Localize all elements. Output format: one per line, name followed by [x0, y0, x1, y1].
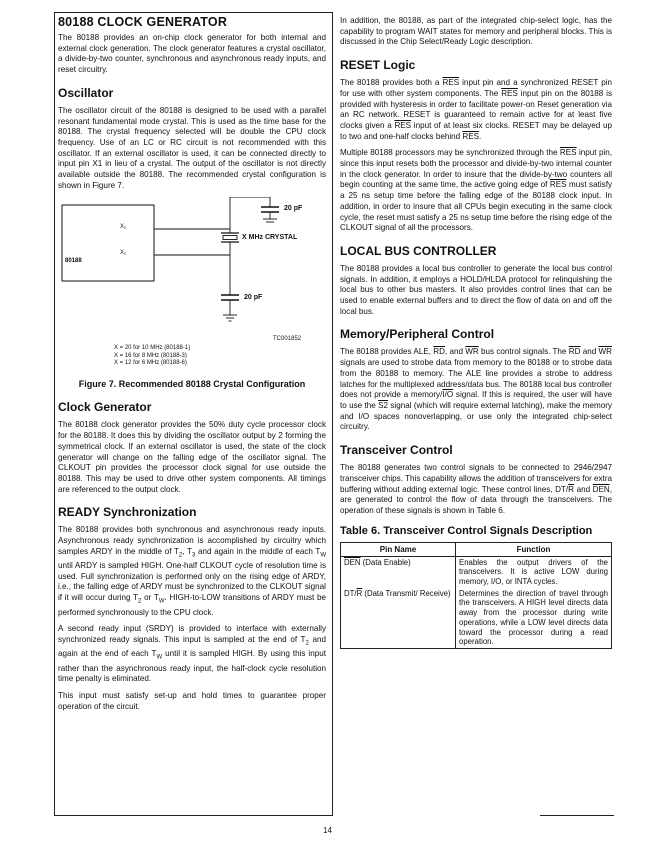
clock-generator-heading: Clock Generator	[58, 400, 152, 415]
oscillator-paragraph: The oscillator circuit of the 80188 is designed to be used with a parallel resonant fundamental mode crystal. This is used as the time base for the 80188. The crystal frequency selected will be double the CPU clock frequency. Use of an LC or RC circuit is not recommended with this oscillator. If an external oscillator is used, it can be connected directly to input pin X1 in lieu of a crystal. The output of the oscillator is not directly available outside the 80188. The recommended crystal configuration is shown in Figure 7.	[58, 105, 326, 190]
frequency-note-3: X = 12 for 6 MHz (80188-6)	[114, 360, 187, 367]
oscillator-heading: Oscillator	[58, 85, 114, 100]
table-row	[341, 556, 612, 588]
wait-states-paragraph: In addition, the 80188, as part of the integrated chip-select logic, has the capability to program WAIT states for memory and peripheral blocks. This is discussed in the Chip Select/Ready Logic description.	[340, 16, 612, 47]
table-title: Table 6. Transceiver Control Signals Description	[340, 524, 593, 537]
bottom-capacitor-label: 20 pF	[244, 294, 263, 302]
transceiver-signals-table	[340, 542, 612, 649]
den-function-cell: Enables the output drivers of the transceivers. It is active LOW during memory, I/O, or INTA cycles.	[456, 556, 612, 588]
local-bus-heading: LOCAL BUS CONTROLLER	[340, 243, 497, 258]
figure-code: TC001852	[273, 336, 302, 343]
pin-name-header: Pin Name	[341, 542, 456, 556]
crystal-label: X MHz CRYSTAL	[242, 234, 298, 242]
table-header-row	[341, 542, 612, 556]
crystal-circuit-diagram	[58, 197, 326, 373]
frequency-notes	[114, 345, 190, 368]
frame-rule-bottom	[54, 815, 333, 816]
top-capacitor-label: 20 pF	[284, 205, 303, 213]
function-header: Function	[456, 542, 612, 556]
ready-sync-paragraph-3: This input must satisfy set-up and hold times to guarantee proper operation of the circuit.	[58, 690, 326, 711]
page-number: 14	[323, 826, 332, 835]
crystal-configuration-figure	[58, 197, 326, 373]
ready-sync-heading: READY Synchronization	[58, 505, 197, 520]
right-column	[340, 12, 612, 649]
clock-generator-paragraph: The 80188 clock generator provides the 50% duty cycle processor clock for the 80188. It does this by dividing the oscillator output by 2 forming the symmetrical clock. If an external oscillator is used, the state of the clock generator will change on the falling edge of the oscillator signal. The CLKOUT pin provides the processor clock signal for use outside the 80188. This may be used to drive other system components. All timings are referenced to the output clock.	[58, 420, 326, 494]
reset-logic-heading: RESET Logic	[340, 58, 416, 73]
local-bus-paragraph: The 80188 provides a local bus controller to generate the local bus control signals. In addition, it employs a HOLD/HLDA protocol for relinquishing the local bus to other bus masters. It also provides control lines that can be used to enable external buffers and to direct the flow of data on and off the local bus.	[340, 263, 612, 316]
transceiver-paragraph: The 80188 generates two control signals to be connected to 2946/2947 transceiver chips. This capability allows the addition of transceivers for extra buffering without adding external logic. These control lines, $DT/\overline{R}$ and $\overline{DEN}$, are generated to control the flow of data through the transceivers. The operation of these signals is shown in Table 6.	[340, 463, 613, 515]
frame-rule-bottom-right	[540, 815, 614, 816]
clock-generator-intro: The 80188 provides an on-chip clock generator for both internal and external clock generation. The clock generator features a crystal oscillator, a divide-by-two counter, synchronous and asynchronous ready inputs, and reset circuitry.	[58, 33, 326, 75]
chip-outline	[62, 205, 154, 281]
frame-rule-left	[54, 12, 55, 816]
pin-x2-label: X₂	[120, 250, 127, 257]
clock-generator-main-heading: 80188 CLOCK GENERATOR	[58, 15, 228, 29]
ready-sync-paragraph-2: A second ready input (SRDY) is provided to interface with externally synchronized ready signals. This input is sampled at the end of $T_2$ and again at the end of each $T_W$ until it is sampled HIGH. By using this input rather than the asynchronous ready input, the half-clock cycle resolution time penalty is eliminated.	[58, 624, 326, 684]
chip-label: 80188	[65, 258, 82, 265]
transceiver-heading: Transceiver Control	[340, 443, 453, 458]
frequency-note-2: X = 16 for 8 MHz (80188-3)	[114, 352, 187, 359]
dtr-pin-cell: $DT/\overline{R}$ (Data Transmit/ Receive)	[341, 588, 456, 649]
table-row	[341, 588, 612, 649]
figure-caption: Figure 7. Recommended 80188 Crystal Configuration	[78, 379, 306, 390]
reset-paragraph-2: Multiple 80188 processors may be synchronized through the $\overline{RES}$ input pin, since this input resets both the processor and divide-by-two internal counter in the clock generator. In order to insure that the divide-by-two counters all begin counting at the same time, the active going edge of $\overline{RES}$ must satisfy a 25 ns setup time before the falling edge of the 80188 clock input. In addition, in order to insure that all CPUs begin executing in the same clock cycle, the reset must satisfy a 25 ns setup time before the rising edge of the CLKOUT signal of all the processors.	[340, 148, 612, 233]
frequency-note-1: X = 20 for 10 MHz (80188-1)	[114, 345, 191, 352]
column-divider	[332, 12, 333, 816]
pin-x1-label: X₁	[120, 224, 127, 231]
reset-paragraph-1: The 80188 provides both a $\overline{RES}$ input pin and a synchronized RESET pin for use with other system components. The $\overline{RES}$ input pin on the 80188 is provided with hysteresis in order to facilitate power-on Reset generation via an RC network. RESET is guaranteed to remain active for at least five clocks given a $\overline{RES}$ input of at least six clocks. RESET may be delayed up to two and one-half clocks behind $\overline{RES}$.	[340, 78, 613, 141]
left-column	[58, 12, 326, 718]
crystal-body	[223, 236, 237, 240]
memory-peripheral-paragraph: The 80188 provides ALE, $\overline{RD}$, and $\overline{WR}$ bus control signals. The $\overline{RD}$ and $\overline{WR}$ signals are used to strobe data from memory to the 80188 or to strobe data from the 80188 to memory. The ALE line provides a strobe to address latches for the multiplexed address/data bus. The 80188 local bus controller does not provide a memory/I/O signal. If this is required, the user will have to use the S2 signal (which will require external latching), make the memory and I/O spaces nonoverlapping, or use only the integrated chip-select circuitry.	[340, 347, 612, 432]
den-pin-cell: $\overline{DEN}$ (Data Enable)	[341, 556, 456, 588]
ready-sync-paragraph-1: The 80188 provides both synchronous and asynchronous ready inputs. Asynchronous ready synchronization is accomplished by circuitry which samples ARDY in the middle of $T_2$, $T_3$ and again in the middle of each $T_W$ until ARDY is sampled HIGH. One-half CLKOUT cycle of resolution time is used. Full synchronization is performed only on the rising edge of ARDY, i.e., the falling edge of ARDY must be synchronized to the CLKOUT signal if it will occur during $T_2$ or $T_W$. HIGH-to-LOW transitions of ARDY must be performed synchronously to the CPU clock.	[58, 525, 326, 617]
memory-peripheral-heading: Memory/Peripheral Control	[340, 327, 495, 342]
dtr-function-cell: Determines the direction of travel through the transceivers. A HIGH level directs data away from the processor during write operations, while a LOW level directs data toward the processor during a read operation.	[456, 588, 612, 649]
